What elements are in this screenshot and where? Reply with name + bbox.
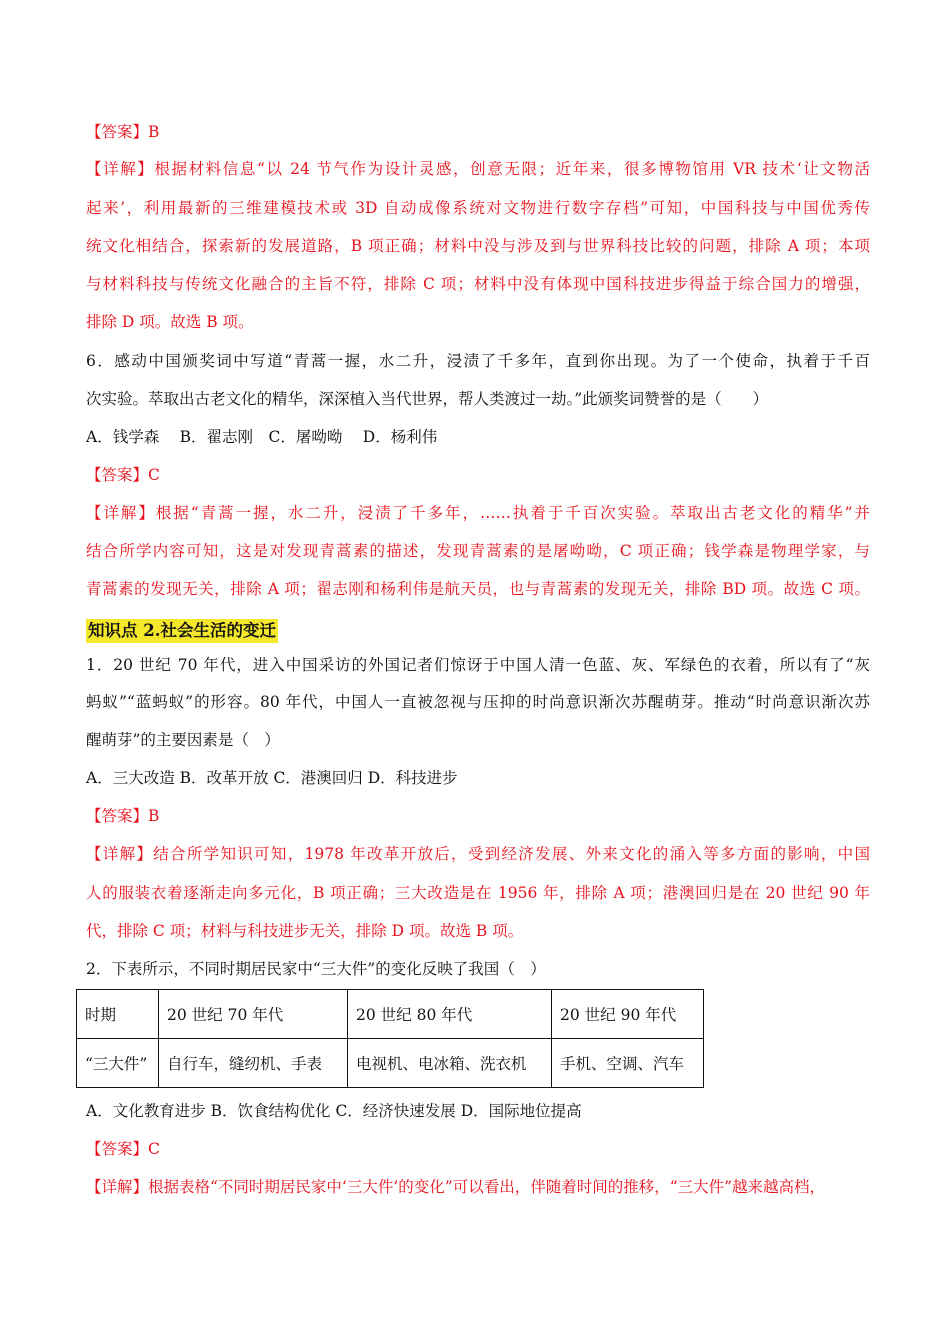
q6-options: A．钱学森 B．翟志刚 C．屠呦呦 D．杨利伟: [86, 428, 438, 446]
table-cell: 自行车，缝纫机、手表: [159, 1039, 348, 1088]
q5-detail-line: 【详解】根据材料信息“以 24 节气作为设计灵感，创意无限；近年来，很多博物馆用 VR 技术‘让文物活: [86, 160, 870, 178]
q6-detail-line: 结合所学内容可知，这是对发现青蒿素的描述，发现青蒿素的是屠呦呦，C 项正确；钱学森是物理学家，与: [86, 542, 870, 560]
three-items-table: [76, 989, 704, 1088]
table-cell: 20 世纪 70 年代: [159, 990, 348, 1039]
k1-question-line: 醒萌芽”的主要因素是（ ）: [86, 731, 280, 749]
k1-detail-line: 代，排除 C 项；材料与科技进步无关，排除 D 项。故选 B 项。: [86, 922, 524, 940]
q5-detail-line: 起来’，利用最新的三维建模技术或 3D 自动成像系统对文物进行数字存档”可知，中国科技与中国优秀传: [86, 199, 870, 217]
k1-question-line: 1．20 世纪 70 年代，进入中国采访的外国记者们惊讶于中国人清一色蓝、灰、军绿色的衣着，所以有了“灰: [86, 656, 870, 674]
k2-detail-line: 【详解】根据表格“不同时期居民家中‘三大件’的变化”可以看出，伴随着时间的推移，“三大件”越来越高档，: [86, 1178, 826, 1196]
q6-answer: 【答案】C: [86, 466, 160, 484]
table-cell: 时期: [77, 990, 159, 1039]
table-cell: “三大件”: [77, 1039, 159, 1088]
q6-question-line: 次实验。萃取出古老文化的精华，深深植入当代世界，帮人类渡过一劫。”此颁奖词赞誉的是（ ）: [86, 390, 769, 408]
table-cell: 20 世纪 90 年代: [552, 990, 704, 1039]
q5-detail-line: 统文化相结合，探索新的发展道路，B 项正确；材料中没与涉及到与世界科技比较的问题，排除 A 项；本项: [86, 237, 870, 255]
table-row: [77, 990, 704, 1039]
table-row: [77, 1039, 704, 1088]
knowledge-point-heading: 知识点 2.社会生活的变迁: [86, 619, 278, 643]
k1-detail-line: 【详解】结合所学知识可知，1978 年改革开放后，受到经济发展、外来文化的涌入等多方面的影响，中国: [86, 845, 870, 863]
table-cell: 20 世纪 80 年代: [348, 990, 552, 1039]
k2-question: 2．下表所示，不同时期居民家中“三大件”的变化反映了我国（ ）: [86, 960, 546, 978]
k1-options: A．三大改造 B．改革开放 C．港澳回归 D．科技进步: [86, 769, 458, 787]
q5-answer: 【答案】B: [86, 123, 160, 141]
k2-options: A．文化教育进步 B．饮食结构优化 C．经济快速发展 D．国际地位提高: [86, 1102, 582, 1120]
k1-answer: 【答案】B: [86, 807, 160, 825]
q6-detail-line: 【详解】根据“青蒿一握，水二升，浸渍了千多年，……执着于千百次实验。萃取出古老文化的精华”并: [86, 504, 870, 522]
q5-detail-line: 与材料科技与传统文化融合的主旨不符，排除 C 项；材料中没有体现中国科技进步得益于综合国力的增强，: [86, 275, 870, 293]
k2-answer: 【答案】C: [86, 1140, 160, 1158]
q6-detail-line: 青蒿素的发现无关，排除 A 项；翟志刚和杨利伟是航天员，也与青蒿素的发现无关，排除 BD 项。故选 C 项。: [86, 580, 870, 598]
table-cell: 手机、空调、汽车: [552, 1039, 704, 1088]
table-cell: 电视机、电冰箱、洗衣机: [348, 1039, 552, 1088]
k1-question-line: 蚂蚁”“蓝蚂蚁”的形容。80 年代，中国人一直被忽视与压抑的时尚意识渐次苏醒萌芽。推动“时尚意识渐次苏: [86, 693, 870, 711]
q5-detail-line: 排除 D 项。故选 B 项。: [86, 313, 254, 331]
q6-question-line: 6．感动中国颁奖词中写道“青蒿一握，水二升，浸渍了千多年，直到你出现。为了一个使命，执着于千百: [86, 352, 870, 370]
k1-detail-line: 人的服装衣着逐渐走向多元化，B 项正确；三大改造是在 1956 年，排除 A 项；港澳回归是在 20 世纪 90 年: [86, 884, 870, 902]
